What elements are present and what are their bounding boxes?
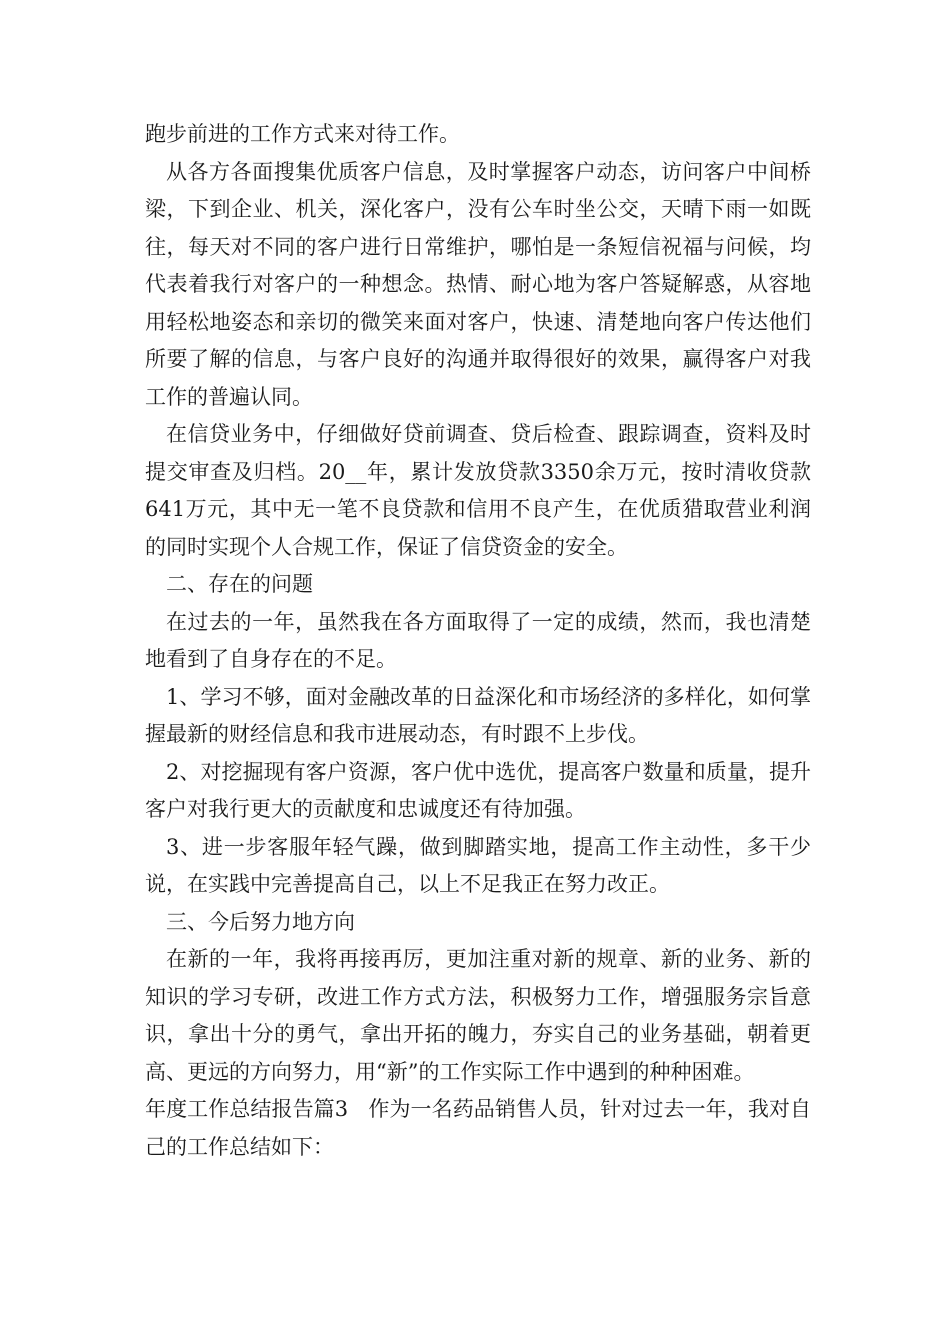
paragraph-customer-service: 从各方各面搜集优质客户信息，及时掌握客户动态，访问客户中间桥梁，下到企业、机关，深化客户，没有公车时坐公交，天晴下雨一如既往，每天对不同的客户进行日常维护，哪怕是一条短信祝福与问候，均代表着我行对客户的一种想念。热情、耐心地为客户答疑解惑，从容地用轻松地姿态和亲切的微笑来面对客户，快速、清楚地向客户传达他们所要了解的信息，与客户良好的沟通并取得很好的效果，赢得客户对我工作的普遍认同。	[145, 159, 811, 409]
list-item-problem-2: 2、对挖掘现有客户资源，客户优中选优，提高客户数量和质量，提升客户对我行更大的贡献度和忠诚度还有待加强。	[145, 759, 811, 821]
paragraph-problems-intro: 在过去的一年，虽然我在各方面取得了一定的成绩，然而，我也清楚地看到了自身存在的不足。	[145, 609, 811, 671]
paragraph-report-3-intro: 年度工作总结报告篇3 作为一名药品销售人员，针对过去一年，我对自己的工作总结如下：	[145, 1097, 811, 1159]
section-heading-problems: 二、存在的问题	[166, 572, 313, 596]
list-item-problem-1: 1、学习不够，面对金融改革的日益深化和市场经济的多样化，如何掌握最新的财经信息和我市进展动态，有时跟不上步伐。	[145, 684, 811, 746]
section-heading-future-direction: 三、今后努力地方向	[166, 909, 355, 934]
paragraph-credit-business: 在信贷业务中，仔细做好贷前调查、贷后检查、跟踪调查，资料及时提交审查及归档。20__年，累计发放贷款3350余万元，按时清收贷款641万元，其中无一笔不良贷款和信用不良产生，在优质猎取营业利润的同时实现个人合规工作，保证了信贷资金的安全。	[145, 422, 811, 559]
document-body	[145, 116, 811, 1166]
paragraph-future-plan: 在新的一年，我将再接再厉，更加注重对新的规章、新的业务、新的知识的学习专研，改进工作方式方法，积极努力工作，增强服务宗旨意识，拿出十分的勇气，拿出开拓的魄力，夯实自己的业务基础，朝着更高、更远的方向努力，用“新”的工作实际工作中遇到的种种困难。	[145, 947, 811, 1084]
list-item-problem-3: 3、进一步客服年轻气躁，做到脚踏实地，提高工作主动性，多干少说，在实践中完善提高自己，以上不足我正在努力改正。	[145, 834, 811, 896]
paragraph-continuation: 跑步前进的工作方式来对待工作。	[145, 122, 460, 146]
